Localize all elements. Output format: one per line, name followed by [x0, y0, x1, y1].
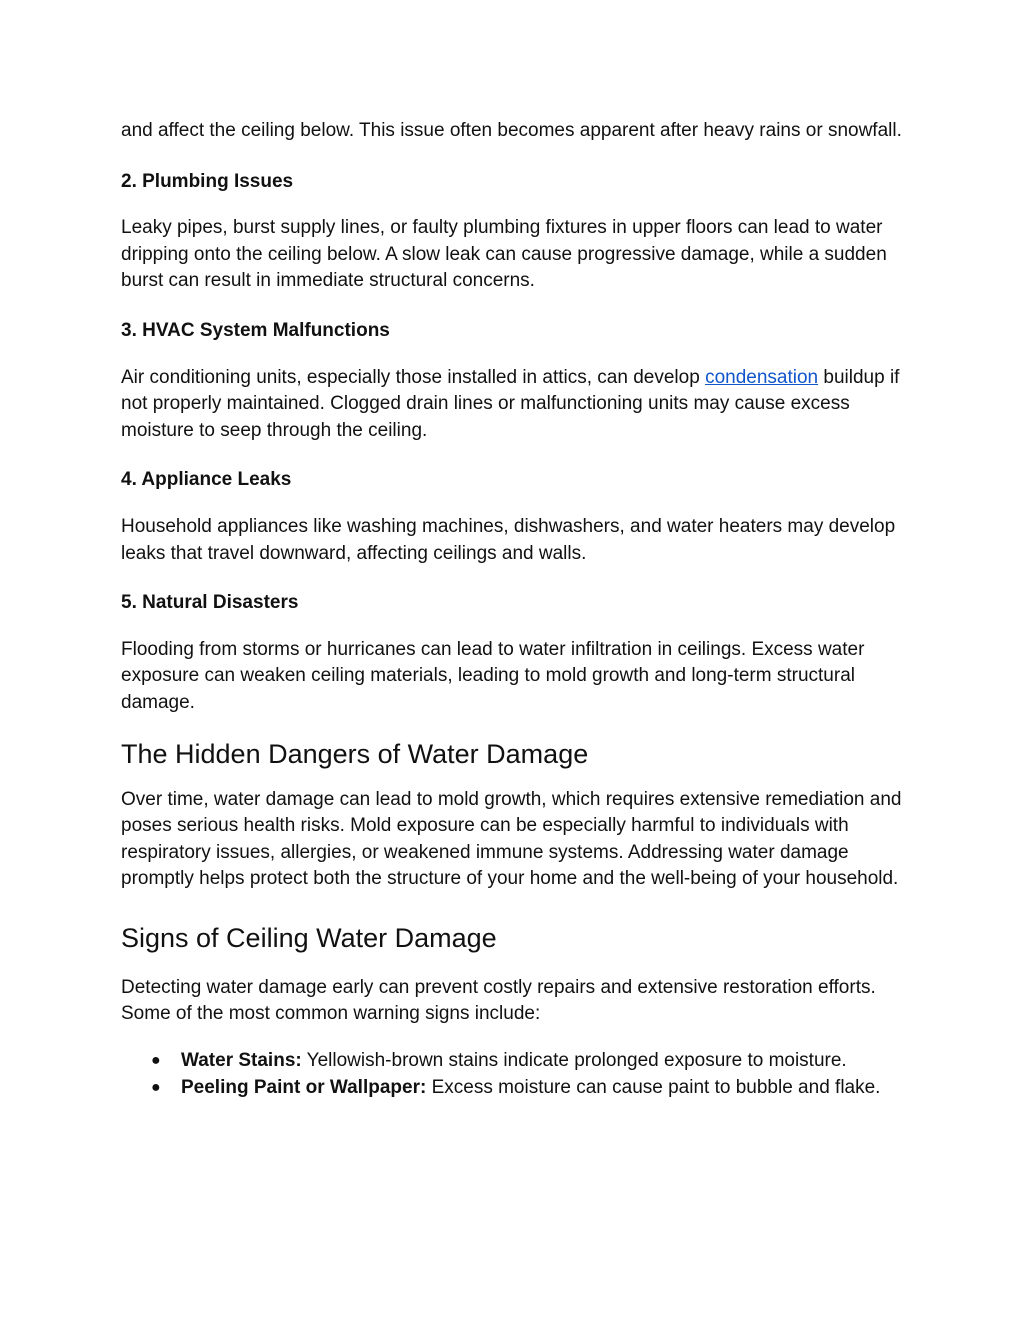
hidden-dangers-heading: The Hidden Dangers of Water Damage	[121, 738, 589, 769]
bullet-icon: ●	[151, 1052, 161, 1070]
signs-list	[121, 1048, 911, 1101]
document-page	[121, 118, 911, 1101]
signs-heading: Signs of Ceiling Water Damage	[121, 922, 497, 953]
hvac-heading: 3. HVAC System Malfunctions	[121, 319, 390, 341]
hidden-dangers-paragraph: Over time, water damage can lead to mold growth, which requires extensive remediation and poses serious health risks. Mold exposure can be especially harmful to individuals with respiratory issues, allergies, or weakened immune systems. Addressing water damage promptly helps protect both the structure of your home and the well-being of your household.	[121, 788, 902, 890]
continuation-paragraph: and affect the ceiling below. This issue often becomes apparent after heavy rains or snowfall.	[121, 120, 902, 141]
list-item	[121, 1075, 911, 1102]
appliance-leaks-heading: 4. Appliance Leaks	[121, 469, 292, 491]
bullet-icon: ●	[151, 1078, 161, 1096]
list-item	[121, 1048, 911, 1075]
hvac-text-after-link: buildup if not properly maintained. Clogged drain lines or malfunctioning units may cause excess moisture to seep through the ceiling.	[121, 366, 900, 441]
hvac-paragraph	[121, 365, 911, 445]
appliance-leaks-paragraph: Household appliances like washing machines, dishwashers, and water heaters may develop leaks that travel downward, affecting ceilings and walls.	[121, 515, 896, 564]
plumbing-issues-paragraph: Leaky pipes, burst supply lines, or faulty plumbing fixtures in upper floors can lead to water dripping onto the ceiling below. A slow leak can cause progressive damage, while a sudden burst can result in immediate structural concerns.	[121, 217, 887, 292]
list-item-text: Yellowish-brown stains indicate prolonged exposure to moisture.	[301, 1050, 847, 1072]
natural-disasters-heading: 5. Natural Disasters	[121, 592, 299, 614]
condensation-link[interactable]: condensation	[705, 366, 819, 388]
signs-intro-paragraph: Detecting water damage early can prevent costly repairs and extensive restoration efforts. Some of the most common warning signs include:	[121, 976, 876, 1025]
hvac-text-before-link: Air conditioning units, especially those installed in attics, can develop	[121, 366, 706, 388]
plumbing-issues-heading: 2. Plumbing Issues	[121, 170, 294, 192]
natural-disasters-paragraph: Flooding from storms or hurricanes can lead to water infiltration in ceilings. Excess water exposure can weaken ceiling materials, leading to mold growth and long-term structural damage.	[121, 638, 865, 713]
list-item-label: Water Stains:	[181, 1050, 302, 1072]
list-item-text: Excess moisture can cause paint to bubble and flake.	[426, 1076, 881, 1098]
list-item-label: Peeling Paint or Wallpaper:	[181, 1076, 427, 1098]
